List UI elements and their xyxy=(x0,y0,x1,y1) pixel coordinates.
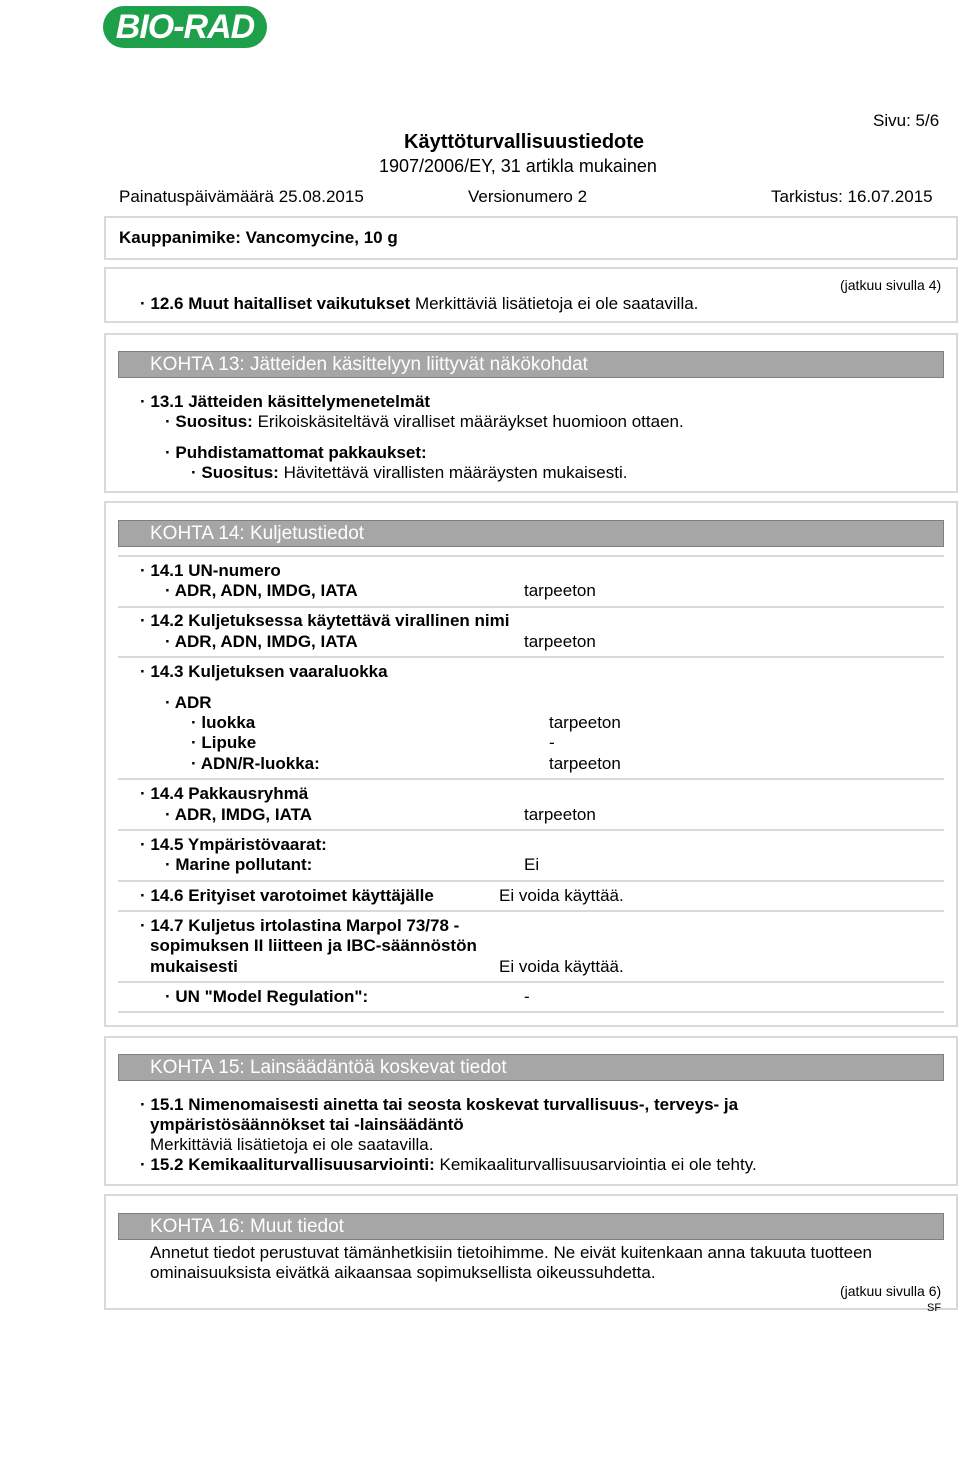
section-15-1-line2: ympäristösäännökset tai -lainsäädäntö xyxy=(150,1115,464,1134)
revision-date: Tarkistus: 16.07.2015 xyxy=(771,187,933,206)
divider xyxy=(118,880,944,882)
section-15-1-text: Merkittäviä lisätietoja ei ole saatavilla. xyxy=(150,1135,434,1154)
section-13-1-heading: · 13.1 Jätteiden käsittelymenetelmät xyxy=(140,392,431,411)
section-15-1-line1: · 15.1 Nimenomaisesti ainetta tai seosta koskevat turvallisuus-, terveys- ja xyxy=(140,1095,739,1114)
section-12-6-text: Merkittäviä lisätietoja ei ole saatavilla. xyxy=(414,294,699,313)
section-14-heading: KOHTA 14: Kuljetustiedot xyxy=(118,520,944,547)
page-number: Sivu: 5/6 xyxy=(873,111,940,130)
disposal-recommendation-label: · Suositus: xyxy=(165,412,253,431)
divider xyxy=(118,656,944,658)
section-16-heading: KOHTA 16: Muut tiedot xyxy=(118,1213,944,1240)
section-16-text-line1: Annetut tiedot perustuvat tämänhetkisiin tietoihimme. Ne eivät kuitenkaan anna takuuta tuotteen xyxy=(150,1243,873,1262)
trade-name: Kauppanimike: Vancomycine, 10 g xyxy=(119,228,398,247)
divider xyxy=(118,606,944,608)
divider xyxy=(118,555,944,557)
logo-text: BIO-RAD xyxy=(115,7,255,46)
packaging-recommendation-text: Hävitettävä virallisten määräysten mukaisesti. xyxy=(283,463,628,482)
section-15-heading: KOHTA 15: Lainsäädäntöä koskevat tiedot xyxy=(118,1054,944,1081)
adn-class-value: tarpeeton xyxy=(549,754,621,773)
bulk-transport-value: Ei voida käyttää. xyxy=(499,957,624,976)
bio-rad-logo xyxy=(103,6,267,48)
section-15-2-label: · 15.2 Kemikaaliturvallisuusarviointi: xyxy=(140,1155,435,1174)
hazard-class-label: · 14.3 Kuljetuksen vaaraluokka xyxy=(140,662,388,681)
un-model-regulation-value: - xyxy=(524,987,530,1006)
bulk-transport-label-line3: mukaisesti xyxy=(150,957,238,976)
un-number-value: tarpeeton xyxy=(524,581,596,600)
class-value: tarpeeton xyxy=(549,713,621,732)
uncleaned-packaging-label: · Puhdistamattomat pakkaukset: xyxy=(165,443,427,462)
divider xyxy=(118,829,944,831)
marine-pollutant-label: · Marine pollutant: xyxy=(165,855,313,874)
divider xyxy=(118,981,944,983)
packing-group-value: tarpeeton xyxy=(524,805,596,824)
bulk-transport-label-line1: · 14.7 Kuljetus irtolastina Marpol 73/78 - xyxy=(140,916,460,935)
label-value: - xyxy=(549,733,555,752)
adr-label: · ADR xyxy=(165,693,212,712)
section-12-6 xyxy=(140,294,698,314)
document-title: Käyttöturvallisuustiedote xyxy=(404,131,645,153)
divider xyxy=(118,778,944,780)
document-subtitle: 1907/2006/EY, 31 artikla mukainen xyxy=(379,156,657,176)
un-model-regulation-label: · UN "Model Regulation": xyxy=(165,987,369,1006)
section-13-heading: KOHTA 13: Jätteiden käsittelyyn liittyvät näkökohdat xyxy=(118,351,944,378)
shipping-name-modes: · ADR, ADN, IMDG, IATA xyxy=(165,632,358,651)
shipping-name-value: tarpeeton xyxy=(524,632,596,651)
disposal-recommendation-text: Erikoiskäsiteltävä viralliset määräykset huomioon ottaen. xyxy=(257,412,684,431)
un-number-modes: · ADR, ADN, IMDG, IATA xyxy=(165,581,358,600)
packing-group-modes: · ADR, IMDG, IATA xyxy=(165,805,312,824)
continued-from: (jatkuu sivulla 4) xyxy=(840,277,942,293)
label-label: · Lipuke xyxy=(191,733,257,752)
continued-to: (jatkuu sivulla 6) xyxy=(840,1283,942,1299)
divider xyxy=(118,1011,944,1013)
adn-class-label: · ADN/R-luokka: xyxy=(191,754,320,773)
marine-pollutant-value: Ei xyxy=(524,855,540,874)
special-precautions-value: Ei voida käyttää. xyxy=(499,886,624,905)
section-15-2-text: Kemikaaliturvallisuusarviointia ei ole tehty. xyxy=(439,1155,757,1174)
bulk-transport-label-line2: sopimuksen II liitteen ja IBC-säännöstön xyxy=(150,936,477,955)
section-12-6-label: · 12.6 Muut haitalliset vaikutukset xyxy=(140,294,411,313)
special-precautions-label: · 14.6 Erityiset varotoimet käyttäjälle xyxy=(140,886,434,905)
language-code: SF xyxy=(927,1302,942,1314)
packaging-recommendation xyxy=(191,463,628,483)
packaging-recommendation-label: · Suositus: xyxy=(191,463,279,482)
environmental-hazards-label: · 14.5 Ympäristövaarat: xyxy=(140,835,327,854)
packing-group-label: · 14.4 Pakkausryhmä xyxy=(140,784,309,803)
section-16-text-line2: ominaisuuksista eivätkä aikaansaa sopimuksellista oikeussuhdetta. xyxy=(150,1263,656,1282)
divider xyxy=(118,910,944,912)
print-date: Painatuspäivämäärä 25.08.2015 xyxy=(119,187,364,206)
section-15-2 xyxy=(140,1155,757,1175)
class-label: · luokka xyxy=(191,713,256,732)
shipping-name-label: · 14.2 Kuljetuksessa käytettävä virallinen nimi xyxy=(140,611,510,630)
un-number-label: · 14.1 UN-numero xyxy=(140,561,281,580)
disposal-recommendation xyxy=(165,412,684,432)
version-number: Versionumero 2 xyxy=(468,187,588,206)
